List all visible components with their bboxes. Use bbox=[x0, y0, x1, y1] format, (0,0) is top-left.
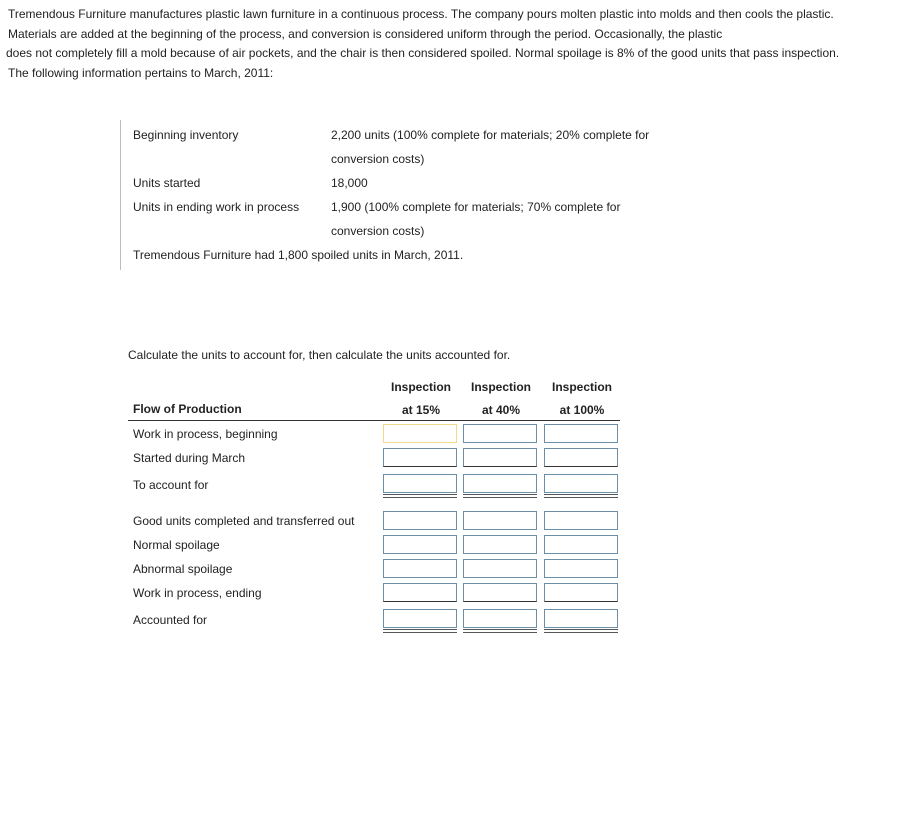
wip-ending-100-input[interactable] bbox=[544, 583, 618, 602]
beginning-inventory-value: 2,200 units (100% complete for materials; 20% complete for conversion costs) bbox=[331, 128, 650, 166]
intro-line-3: does not completely fill a mold because of air pockets, and the chair is then considered spoiled. Normal spoilage is 8% of the good units that pass inspection. bbox=[6, 46, 840, 60]
started-100-input[interactable] bbox=[544, 448, 618, 467]
accounted-15-input[interactable] bbox=[383, 609, 457, 628]
to-account-40-input[interactable] bbox=[463, 474, 537, 493]
col-header-40-bottom: at 40% bbox=[481, 403, 521, 417]
units-started-value: 18,000 bbox=[331, 176, 368, 190]
double-underline bbox=[544, 494, 618, 498]
wip-beginning-40-input[interactable] bbox=[463, 424, 537, 443]
col-header-15-bottom: at 15% bbox=[401, 403, 441, 417]
abnormal-spoilage-15-input[interactable] bbox=[383, 559, 457, 578]
intro-line-4: The following information pertains to March, 2011: bbox=[8, 65, 274, 80]
spoiled-units-note: Tremendous Furniture had 1,800 spoiled units in March, 2011. bbox=[133, 248, 464, 262]
instruction-text: Calculate the units to account for, then calculate the units accounted for. bbox=[128, 348, 511, 362]
ending-wip-label: Units in ending work in process bbox=[133, 200, 300, 214]
row-label-wip-beginning: Work in process, beginning bbox=[133, 427, 278, 441]
col-header-15 bbox=[381, 376, 461, 422]
double-underline bbox=[383, 629, 457, 633]
row-label-abnormal-spoilage: Abnormal spoilage bbox=[133, 562, 233, 576]
normal-spoilage-100-input[interactable] bbox=[544, 535, 618, 554]
good-units-15-input[interactable] bbox=[383, 511, 457, 530]
to-account-100-wrap bbox=[544, 474, 618, 493]
row-label-normal-spoilage: Normal spoilage bbox=[133, 538, 220, 552]
units-started-label: Units started bbox=[133, 176, 201, 190]
header-divider bbox=[128, 420, 620, 421]
col-header-100-top: Inspection bbox=[551, 380, 612, 394]
accounted-100-input[interactable] bbox=[544, 609, 618, 628]
row-label-good-units: Good units completed and transferred out bbox=[133, 514, 355, 528]
to-account-15-wrap bbox=[383, 474, 457, 493]
accounted-40-wrap bbox=[463, 609, 537, 628]
row-label-to-account-for: To account for bbox=[133, 478, 209, 492]
started-15-input[interactable] bbox=[383, 448, 457, 467]
wip-ending-40-input[interactable] bbox=[463, 583, 537, 602]
double-underline bbox=[463, 629, 537, 633]
flow-of-production-header: Flow of Production bbox=[133, 402, 242, 416]
problem-statement bbox=[8, 5, 918, 83]
wip-beginning-100-input[interactable] bbox=[544, 424, 618, 443]
wip-beginning-15-input[interactable] bbox=[383, 424, 457, 443]
double-underline bbox=[463, 494, 537, 498]
ending-wip-value: 1,900 (100% complete for materials; 70% complete for conversion costs) bbox=[331, 200, 621, 238]
to-account-15-input[interactable] bbox=[383, 474, 457, 493]
accounted-100-wrap bbox=[544, 609, 618, 628]
beginning-inventory-label: Beginning inventory bbox=[133, 128, 239, 142]
normal-spoilage-40-input[interactable] bbox=[463, 535, 537, 554]
accounted-40-input[interactable] bbox=[463, 609, 537, 628]
double-underline bbox=[544, 629, 618, 633]
row-label-wip-ending: Work in process, ending bbox=[133, 586, 262, 600]
normal-spoilage-15-input[interactable] bbox=[383, 535, 457, 554]
wip-ending-15-input[interactable] bbox=[383, 583, 457, 602]
intro-line-2: Materials are added at the beginning of the process, and conversion is considered uniform through the period. Occasionally, the plastic bbox=[8, 26, 723, 41]
info-panel bbox=[120, 120, 681, 270]
accounted-15-wrap bbox=[383, 609, 457, 628]
to-account-100-input[interactable] bbox=[544, 474, 618, 493]
col-header-15-top: Inspection bbox=[390, 380, 451, 394]
good-units-40-input[interactable] bbox=[463, 511, 537, 530]
started-40-input[interactable] bbox=[463, 448, 537, 467]
col-header-40 bbox=[461, 376, 541, 422]
double-underline bbox=[383, 494, 457, 498]
col-header-100 bbox=[542, 376, 622, 422]
row-label-started: Started during March bbox=[133, 451, 246, 465]
col-header-100-bottom: at 100% bbox=[559, 403, 605, 417]
abnormal-spoilage-100-input[interactable] bbox=[544, 559, 618, 578]
row-label-accounted-for: Accounted for bbox=[133, 613, 208, 627]
to-account-40-wrap bbox=[463, 474, 537, 493]
col-header-40-top: Inspection bbox=[470, 380, 531, 394]
abnormal-spoilage-40-input[interactable] bbox=[463, 559, 537, 578]
intro-line-1: Tremendous Furniture manufactures plastic lawn furniture in a continuous process. The company pours molten plastic into molds and then cools the plastic. bbox=[8, 7, 834, 21]
good-units-100-input[interactable] bbox=[544, 511, 618, 530]
